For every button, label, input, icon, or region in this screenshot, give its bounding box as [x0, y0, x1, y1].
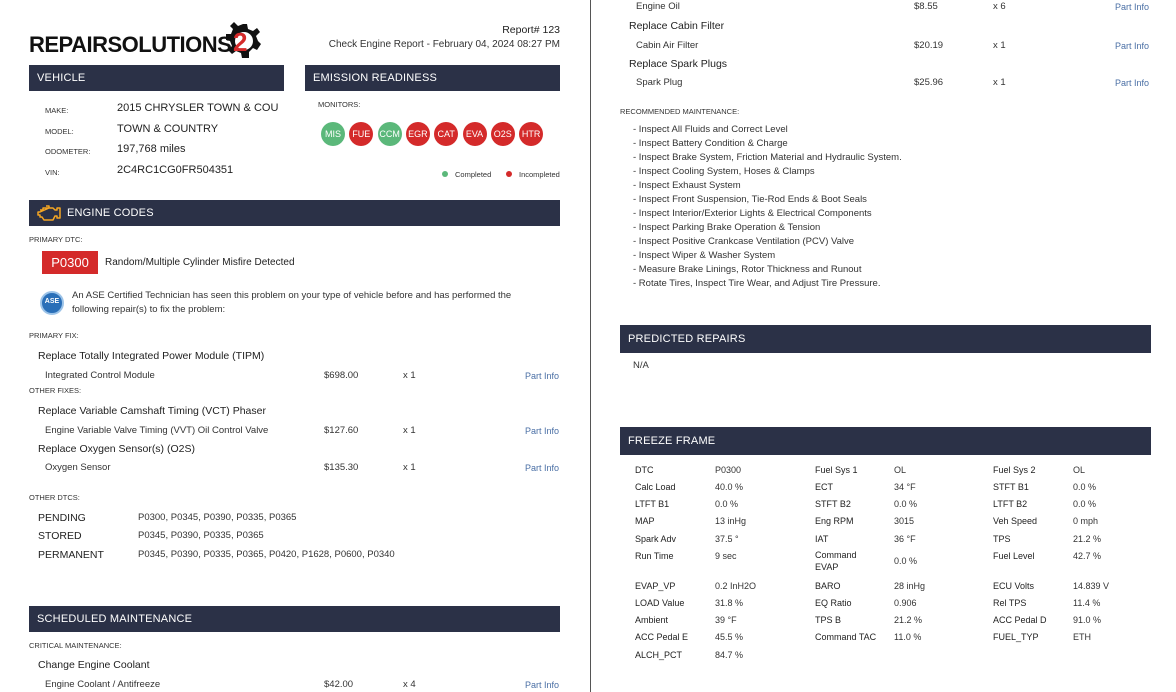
freeze-frame-value: 0.2 InH2O	[715, 581, 757, 591]
cabin-filter-qty: x 1	[993, 40, 1006, 51]
freeze-frame-label: Run Time	[635, 551, 674, 561]
permanent-label: PERMANENT	[38, 549, 104, 561]
freeze-frame-value: 45.5 %	[715, 632, 744, 642]
make-label: MAKE:	[45, 106, 69, 115]
freeze-frame-label: TPS B	[815, 615, 842, 625]
other-fix-1-qty: x 1	[403, 425, 416, 436]
freeze-frame-value: 0.0 %	[1073, 482, 1097, 492]
primary-dtc-label: PRIMARY DTC:	[29, 235, 83, 244]
pending-label: PENDING	[38, 512, 86, 524]
freeze-frame-value: ETH	[1073, 632, 1091, 642]
vin-label: VIN:	[45, 168, 60, 177]
freeze-frame-header: FREEZE FRAME	[620, 427, 1151, 455]
permanent-codes: P0345, P0390, P0335, P0365, P0420, P1628, P0600, P0340	[138, 549, 395, 560]
vin-value: 2C4RC1CG0FR504351	[117, 164, 234, 176]
monitor-fue: FUE	[349, 122, 373, 146]
freeze-frame-value: 21.2 %	[894, 615, 923, 625]
critical-maintenance-label: CRITICAL MAINTENANCE:	[29, 641, 122, 650]
recommended-item: - Inspect Exhaust System	[633, 180, 741, 191]
freeze-frame-label: IAT	[815, 534, 829, 544]
other-fix-1-part-info-link[interactable]: Part Info	[525, 426, 560, 436]
freeze-frame-value: 0.0 %	[894, 499, 918, 509]
freeze-frame-label: ALCH_PCT	[635, 650, 683, 660]
freeze-frame-value: P0300	[715, 465, 742, 475]
make-value: 2015 CHRYSLER TOWN & COU	[117, 102, 279, 114]
ase-text-line-2: following repair(s) to fix the problem:	[72, 304, 226, 315]
cabin-filter-price: $20.19	[914, 40, 944, 51]
freeze-frame-label: STFT B1	[993, 482, 1029, 492]
freeze-frame-label: Eng RPM	[815, 516, 854, 526]
engine-codes-title: ENGINE CODES	[67, 207, 154, 219]
freeze-frame-value: 0 mph	[1073, 516, 1099, 526]
freeze-frame-value: 0.906	[894, 598, 917, 608]
monitor-cat: CAT	[434, 122, 458, 146]
freeze-frame-value: 28 inHg	[894, 581, 926, 591]
primary-fix-price: $698.00	[324, 370, 359, 381]
other-dtcs-label: OTHER DTCS:	[29, 493, 80, 502]
spark-plugs-title: Replace Spark Plugs	[629, 58, 728, 70]
other-fix-2-price: $135.30	[324, 462, 359, 473]
other-fix-2-part-info-link[interactable]: Part Info	[525, 463, 560, 473]
engine-oil-part-info-link[interactable]: Part Info	[1115, 2, 1150, 12]
freeze-frame-value: 39 °F	[715, 615, 737, 625]
monitors-label: MONITORS:	[318, 100, 361, 109]
odometer-label: ODOMETER:	[45, 147, 91, 156]
monitor-htr: HTR	[519, 122, 543, 146]
freeze-frame-label: Calc Load	[635, 482, 676, 492]
recommended-maintenance-list	[633, 123, 902, 291]
recommended-item: - Inspect Front Suspension, Tie-Rod Ends & Boot Seals	[633, 194, 867, 205]
freeze-frame-label: Fuel Level	[993, 551, 1035, 561]
cabin-filter-part: Cabin Air Filter	[636, 40, 699, 51]
recommended-item: - Inspect All Fluids and Correct Level	[633, 124, 788, 135]
recommended-item: - Rotate Tires, Inspect Tire Wear, and Adjust Tire Pressure.	[633, 278, 881, 289]
primary-fix-qty: x 1	[403, 370, 416, 381]
recommended-item: - Measure Brake Linings, Rotor Thickness and Runout	[633, 264, 862, 275]
ase-text-line-1: An ASE Certified Technician has seen this problem on your type of vehicle before and has performed the	[72, 290, 512, 301]
coolant-part-info-link[interactable]: Part Info	[525, 680, 560, 690]
recommended-item: - Inspect Parking Brake Operation & Tension	[633, 222, 821, 233]
monitor-eva: EVA	[463, 122, 487, 146]
freeze-frame-value: 14.839 V	[1073, 581, 1110, 591]
ase-badge-text: ASE	[44, 298, 60, 305]
freeze-frame-label: MAP	[635, 516, 655, 526]
recommended-item: - Inspect Brake System, Friction Material and Hydraulic System.	[633, 152, 902, 163]
freeze-frame-value: 0.0 %	[1073, 499, 1097, 509]
predicted-repairs-value: N/A	[633, 360, 649, 371]
engine-oil-part: Engine Oil	[636, 1, 680, 12]
freeze-frame-value: 34 °F	[894, 482, 916, 492]
freeze-frame-label: Spark Adv	[635, 534, 677, 544]
freeze-frame-value: 11.4 %	[1073, 598, 1101, 608]
legend-completed-dot	[442, 171, 448, 177]
freeze-frame-value: 9 sec	[715, 551, 737, 561]
model-value: TOWN & COUNTRY	[117, 123, 219, 135]
freeze-frame-value: 11.0 %	[894, 632, 922, 642]
stored-label: STORED	[38, 530, 82, 542]
freeze-frame-value: 0.0 %	[715, 499, 739, 509]
monitor-mis: MIS	[321, 122, 345, 146]
logo-gear-icon	[225, 22, 261, 60]
monitor-o2s: O2S	[491, 122, 515, 146]
cabin-filter-part-info-link[interactable]: Part Info	[1115, 41, 1150, 51]
freeze-frame-label: ECT	[815, 482, 833, 492]
engine-oil-qty: x 6	[993, 1, 1006, 12]
emission-header: EMISSION READINESS	[305, 65, 560, 91]
freeze-frame-label: Ambient	[635, 615, 669, 625]
coolant-price: $42.00	[324, 679, 354, 690]
coolant-qty: x 4	[403, 679, 416, 690]
freeze-frame-label: FUEL_TYP	[993, 632, 1039, 642]
page-divider	[590, 0, 591, 692]
freeze-frame-value: OL	[1073, 465, 1086, 475]
monitor-ccm: CCM	[378, 122, 402, 146]
freeze-frame-label: Rel TPS	[993, 598, 1027, 608]
spark-plug-part-info-link[interactable]: Part Info	[1115, 78, 1150, 88]
other-fix-2-qty: x 1	[403, 462, 416, 473]
other-fix-2-title: Replace Oxygen Sensor(s) (O2S)	[38, 443, 195, 455]
recommended-item: - Inspect Positive Crankcase Ventilation (PCV) Valve	[633, 236, 855, 247]
recommended-maintenance-label: RECOMMENDED MAINTENANCE:	[620, 107, 740, 116]
freeze-frame-label: EQ Ratio	[815, 598, 852, 608]
logo-text: REPAIRSOLUTIONS	[29, 32, 232, 57]
recommended-item: - Inspect Interior/Exterior Lights & Electrical Components	[633, 208, 872, 219]
freeze-frame-label: Fuel Sys 2	[993, 465, 1036, 475]
freeze-frame-value: 84.7 %	[715, 650, 744, 660]
freeze-frame-value: 91.0 %	[1073, 615, 1102, 625]
recommended-item: - Inspect Battery Condition & Charge	[633, 138, 788, 149]
primary-dtc-code: P0300	[42, 251, 98, 274]
pending-codes: P0300, P0345, P0390, P0335, P0365	[138, 512, 297, 523]
freeze-frame-label: LTFT B2	[993, 499, 1028, 509]
freeze-frame-label: STFT B2	[815, 499, 851, 509]
other-fix-2-part: Oxygen Sensor	[45, 462, 111, 473]
recommended-item: - Inspect Wiper & Washer System	[633, 250, 776, 261]
freeze-frame-label: EVAP_VP	[635, 581, 676, 591]
freeze-frame-label: Command EVAP	[815, 550, 857, 572]
freeze-frame-value: 21.2 %	[1073, 534, 1102, 544]
freeze-frame-value: 40.0 %	[715, 482, 744, 492]
scheduled-maintenance-header: SCHEDULED MAINTENANCE	[29, 606, 560, 632]
model-label: MODEL:	[45, 127, 74, 136]
freeze-frame-value: 42.7 %	[1073, 551, 1102, 561]
primary-fix-title: Replace Totally Integrated Power Module (TIPM)	[38, 350, 265, 362]
freeze-frame-label: Veh Speed	[993, 516, 1038, 526]
spark-plug-qty: x 1	[993, 77, 1006, 88]
freeze-frame-value: 37.5 °	[715, 534, 739, 544]
other-fix-1-part: Engine Variable Valve Timing (VVT) Oil Control Valve	[45, 425, 269, 436]
legend-incomplete: Incompleted	[519, 170, 560, 179]
freeze-frame-label: BARO	[815, 581, 841, 591]
other-fixes-label: OTHER FIXES:	[29, 386, 82, 395]
odometer-value: 197,768 miles	[117, 143, 186, 155]
primary-dtc-desc: Random/Multiple Cylinder Misfire Detected	[105, 257, 295, 268]
spark-plug-part: Spark Plug	[636, 77, 683, 88]
predicted-repairs-header: PREDICTED REPAIRS	[620, 325, 1151, 353]
logo-mark: 2	[233, 27, 248, 57]
freeze-frame-label: LTFT B1	[635, 499, 670, 509]
legend-incomplete-dot	[506, 171, 512, 177]
freeze-frame-label: ACC Pedal D	[993, 615, 1047, 625]
primary-fix-label: PRIMARY FIX:	[29, 331, 79, 340]
primary-fix-part-info-link[interactable]: Part Info	[525, 371, 560, 381]
engine-oil-price: $8.55	[914, 1, 938, 12]
freeze-frame-label: Command TAC	[815, 632, 877, 642]
freeze-frame-label: ECU Volts	[993, 581, 1035, 591]
freeze-frame-value: 3015	[894, 516, 915, 526]
freeze-frame-label: LOAD Value	[635, 598, 685, 608]
freeze-frame-value: OL	[894, 465, 907, 475]
freeze-frame-label: Fuel Sys 1	[815, 465, 858, 475]
coolant-part: Engine Coolant / Antifreeze	[45, 679, 161, 690]
freeze-frame-label: TPS	[993, 534, 1011, 544]
engine-icon	[37, 205, 61, 221]
ase-badge-icon	[40, 291, 64, 315]
cabin-filter-title: Replace Cabin Filter	[629, 20, 725, 32]
report-subtitle: Check Engine Report - February 04, 2024 08:27 PM	[328, 39, 560, 50]
freeze-frame-label: ACC Pedal E	[635, 632, 689, 642]
primary-fix-part: Integrated Control Module	[45, 370, 155, 381]
legend-completed: Completed	[455, 170, 492, 179]
freeze-frame-value: 31.8 %	[715, 598, 744, 608]
spark-plug-price: $25.96	[914, 77, 944, 88]
report-number: Report# 123	[502, 24, 560, 36]
recommended-item: - Inspect Cooling System, Hoses & Clamps	[633, 166, 815, 177]
freeze-frame-value: 13 inHg	[715, 516, 747, 526]
monitor-egr: EGR	[406, 122, 430, 146]
other-fix-1-title: Replace Variable Camshaft Timing (VCT) Phaser	[38, 405, 266, 417]
other-fix-1-price: $127.60	[324, 425, 359, 436]
stored-codes: P0345, P0390, P0335, P0365	[138, 530, 264, 541]
vehicle-header: VEHICLE	[29, 65, 284, 91]
freeze-frame-value: 0.0 %	[894, 556, 918, 566]
repairsolutions-logo	[29, 22, 269, 62]
engine-codes-header	[29, 200, 560, 226]
coolant-title: Change Engine Coolant	[38, 659, 150, 671]
freeze-frame-value: 36 °F	[894, 534, 916, 544]
freeze-frame-label: DTC	[635, 465, 654, 475]
